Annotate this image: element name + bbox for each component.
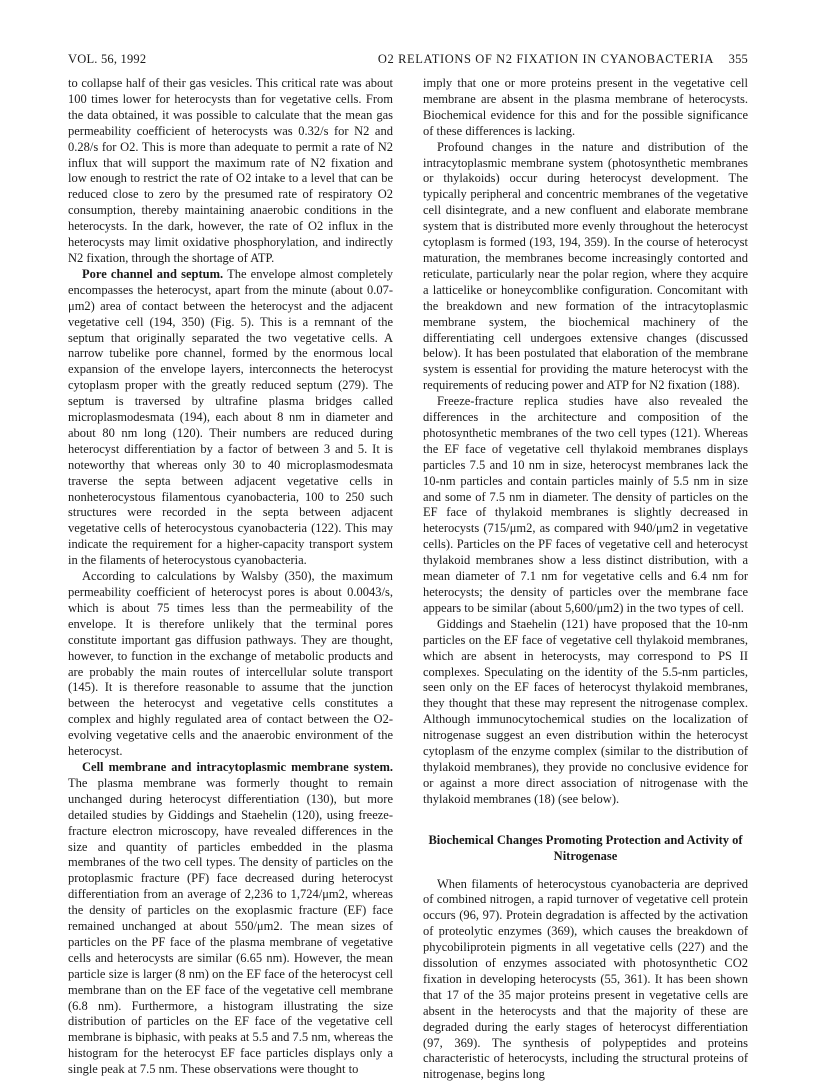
paragraph: to collapse half of their gas vesicles. This critical rate was about 100 times lower for heterocysts than for vegetative cells. From the data obtained, it was possible to calculate that the mean gas permeability coefficient of heterocysts was 0.32/s for N2 and 0.28/s for O2. This is more than adequate to permit a rate of N2 influx that will support the maximum rate of N2 fixation and low enough to restrict the rate of O2 intake to a level that can be reduced close to zero by the presumed rate of respiratory O2 consumption, thereby maintaining anaerobic conditions in the heterocysts. In the dark, however, the rate of O2 influx in the heterocysts may limit oxidative phosphorylation, and indirectly N2 fixation, through the shortage of ATP. bbox=[68, 76, 393, 265]
paragraph-body: The plasma membrane was formerly thought to remain unchanged during heterocyst differentiation (130), but more detailed studies by Giddings and Staehelin (120), using freeze-fracture electron microscopy, have revealed differences in the size and quantity of particles embedded in the plasma membranes of the two cell types. The density of particles on the protoplasmic fracture (PF) face decreased during heterocyst differentiation from an average of 2,236 to 1,724/μm2, whereas the density of particles on the exoplasmic fracture (EF) face remained unchanged at about 550/μm2. The mean sizes of particles on the PF face of the plasma membrane of vegetative cells and heterocysts are similar (6.65 nm). However, the mean particle size is larger (8 nm) on the EF face of the heterocyst cell membrane than on the EF face of the vegetative cell membrane (6.8 nm). Furthermore, a histogram illustrating the size distribution of particles on the EF face of the vegetative cell membrane is biphasic, with peaks at 5.5 and 7.5 nm, whereas the histogram for the heterocyst EF face particles displays only a single peak at 7.5 nm. These observations were thought to bbox=[68, 775, 393, 1077]
running-header bbox=[68, 52, 748, 72]
subsection-heading: Cell membrane and intracytoplasmic membrane system. bbox=[82, 759, 393, 774]
running-title: O2 RELATIONS OF N2 FIXATION IN CYANOBACTERIA bbox=[377, 52, 714, 66]
paragraph: According to calculations by Walsby (350), the maximum permeability coefficient of heterocyst pores is about 0.0043/s, which is about 75 times less than the permeability of the envelope. It is therefore unlikely that the terminal pores constitute important gas diffusion pathways. They are thought, however, to function in the exchange of metabolic products and are probably the main routes of intercellular solute transport (145). It is therefore reasonable to assume that the junction between the heterocyst and vegetative cells constitutes a complex and highly regulated area of contact between the O2-evolving vegetative cells and the anaerobic environment of the heterocyst. bbox=[68, 569, 393, 759]
right-column bbox=[423, 76, 748, 1082]
subsection-heading: Pore channel and septum. bbox=[82, 266, 224, 281]
section-heading: Biochemical Changes Promoting Protection and Activity of Nitrogenase bbox=[428, 832, 743, 863]
paragraph bbox=[68, 760, 393, 1078]
volume-label: VOL. 56, 1992 bbox=[68, 52, 147, 66]
left-column bbox=[68, 76, 394, 1077]
page-number: 355 bbox=[728, 52, 748, 66]
paragraph: Profound changes in the nature and distribution of the intracytoplasmic membrane system (photosynthetic membranes or thylakoids) occur during heterocyst development. The typically peripheral and concentric membranes of the vegetative cell disintegrate, and a new confluent and elaborate membrane system that is distributed more evenly throughout the heterocyst cytoplasm is formed (193, 194, 359). In the course of heterocyst maturation, the membranes become increasingly contorted and reticulate, particularly near the polar region, where they acquire a latticelike or honeycomblike configuration. Concomitant with the breakdown and new formation of the intracytoplasmic membrane system, the biochemical machinery of the differentiating cell undergoes extensive changes (discussed below). It has been postulated that elaboration of the membrane system is essential for providing the mature heterocyst with the requirements of reducing power and ATP for N2 fixation (188). bbox=[423, 139, 748, 393]
paragraph: Giddings and Staehelin (121) have proposed that the 10-nm particles on the EF face of vegetative cell thylakoid membranes, which are absent in heterocysts, may correspond to PS II complexes. Speculating on the identity of the 5.5-nm particles, seen only on the EF faces of heterocyst thylakoid membranes, they thought that these may represent the nitrogenase complex. Although immunocytochemical studies on the localization of nitrogenase suggest an even distribution within the heterocyst cytoplasm of the enzyme complex (similar to the distribution of thylakoid membranes), they provide no conclusive evidence for or against a more direct association of nitrogenase with the thylakoid membranes (18) (see below). bbox=[423, 616, 748, 806]
paragraph: imply that one or more proteins present in the vegetative cell membrane are absent in the plasma membrane of heterocysts. Biochemical evidence for this and for the possible significance of these differences is lacking. bbox=[423, 76, 748, 138]
paragraph bbox=[68, 267, 393, 569]
paragraph: Freeze-fracture replica studies have also revealed the differences in the architecture and composition of the photosynthetic membranes of the two cell types (121). Whereas the EF face of vegetative cell thylakoid membranes displays particles 7.5 and 10 nm in size, heterocyst membranes lack the 10-nm particles and contain particles mainly of 5.5 nm in size and some of 7.5 nm in diameter. The density of particles on the EF face of thylakoid membranes is slightly decreased in heterocysts (715/μm2, as compared with 940/μm2 in vegetative cells). Particles on the PF faces of vegetative cell and heterocyst thylakoid membranes show a less distinct distribution, with a mean diameter of 7.1 nm for vegetative cells and 6.4 nm for heterocysts; the density of particles over the membrane face appears to be similar (about 5,600/μm2) in the two types of cell. bbox=[423, 394, 748, 615]
paragraph: When filaments of heterocystous cyanobacteria are deprived of combined nitrogen, a rapid turnover of vegetative cell protein occurs (96, 97). Protein degradation is affected by the activation of proteolytic enzymes (369), which causes the breakdown of phycobiliprotein pigments in all vegetative cells (227) and the dissolution of enzymes associated with photosynthetic CO2 fixation in developing heterocysts (55, 361). It has been shown that 17 of the 35 major proteins present in vegetative cells are absent in the heterocysts and that the majority of these are degraded during the early stages of heterocyst differentiation (97, 369). The synthesis of polypeptides and proteins characteristic of heterocysts, including the structural proteins of nitrogenase, begins long bbox=[423, 876, 748, 1082]
paragraph-body: The envelope almost completely encompasses the heterocyst, apart from the minute (about 0.07-μm2) area of contact between the heterocyst and the adjacent vegetative cell (194, 350) (Fig. 5). This is a remnant of the septum that originally separated the two vegetative cells. A narrow tubelike pore channel, formed by the enormous local expansion of the envelope layers, interconnects the heterocyst cytoplasm proper with the greatly reduced septum (279). The septum is traversed by ultrafine plasma bridges called microplasmodesmata (194), each about 8 nm in diameter and about 80 nm long (120). Their numbers are reduced during heterocyst differentiation by a factor of between 3 and 5. It is noteworthy that whereas only 30 to 40 microplasmodesmata traverse the septa between adjacent vegetative cells in nonheterocystous filamentous cyanobacteria, 100 to 250 such structures were recorded in the septa between adjacent vegetative cells of heterocystous cyanobacteria (122). This may indicate the requirement for a higher-capacity transport system in the filaments of heterocystous cyanobacteria. bbox=[68, 266, 394, 568]
